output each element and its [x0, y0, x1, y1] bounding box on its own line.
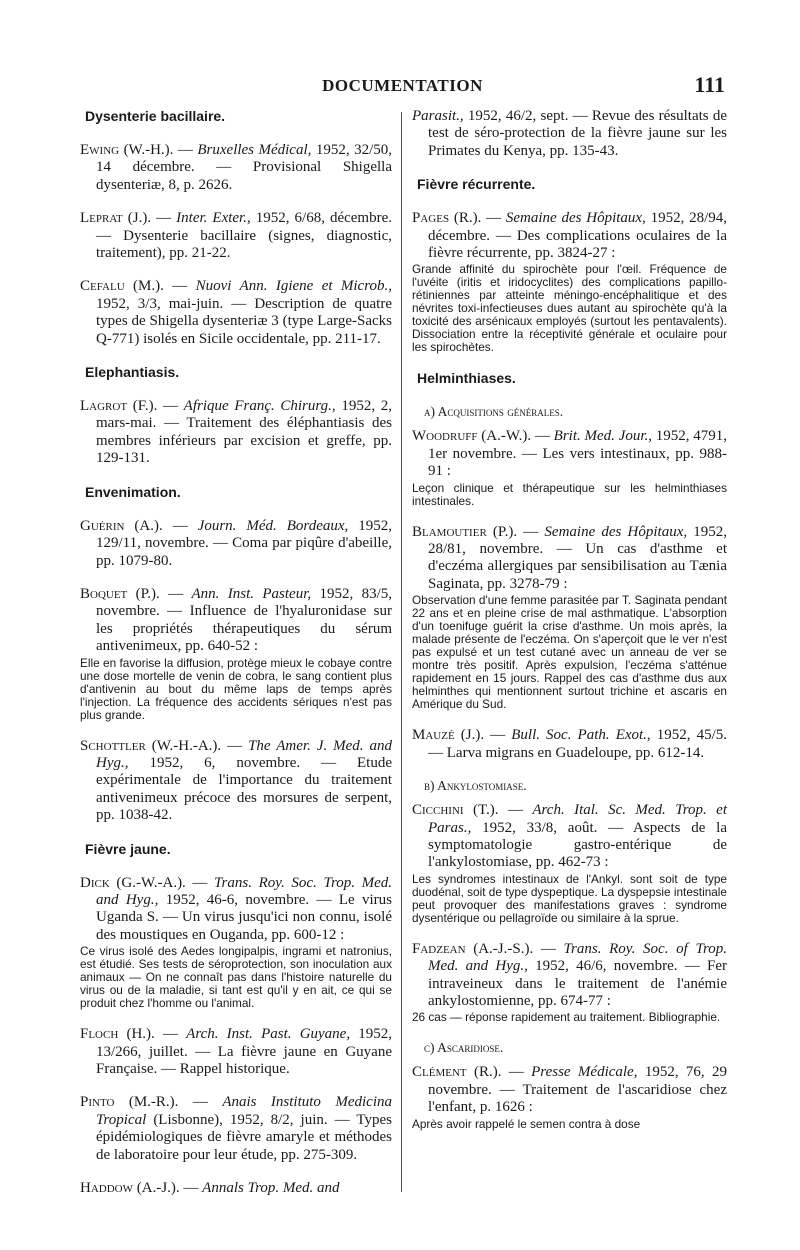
page-number: 111 [694, 72, 725, 97]
bibliography-entry: Floch (H.). — Arch. Inst. Past. Guyane, 1952, 13/266, juillet. — La fièvre jaune en Guyane Française. — Rappel historique. [80, 1026, 393, 1077]
entry-journal: Brit. Med. Jour., [553, 428, 652, 445]
section-heading: Helminthiases. [417, 370, 516, 387]
entry-abstract: Après avoir rappelé le semen contra à dose [412, 1116, 641, 1131]
bibliography-entry: Haddow (A.-J.). — Annals Trop. Med. and [80, 1180, 340, 1197]
bibliography-entry: Boquet (P.). — Ann. Inst. Pasteur, 1952, 83/5, novembre. — Influence de l'hyaluronidase sur les propriétés thérapeutiques du sérum antivenimeux, pp. 640-52 : Elle en favorise la diffusion, protège mieux le cobaye contre une dose mortelle de venin de cobra, le sang contient plus d'antivenin au bout du même laps de temps après l'injection. La fréquence des accidents sériques n'est pas plus grande. [80, 585, 393, 722]
entry-text: 1952, 6/68, décembre. — Dysenterie bacillaire (signes, diagnostic, traitement), pp. 21-22. [96, 210, 393, 262]
right-column [412, 108, 727, 1147]
entry-journal: The Amer. J. Med. and Hyg., [96, 737, 392, 771]
entry-author: Pinto (M.-R.). [80, 1094, 179, 1111]
entry-abstract: Grande affinité du spirochète pour l'œil. Fréquence de l'uvéite (iritis et iridocyclites) des complications papillo-rétiniennes par atteinte méningo-encéphalitique et des névrites toxi-infectieuses dues autant au spirochète qu'à la toxicité des arsénicaux employés (surtout les pentavalents). Dissociation entre la réceptivité générale et oculaire pour les spirochètes. [412, 262, 727, 355]
entry-text: 1952, 129/11, novembre. — Coma par piqûre d'abeille, pp. 1079-80. [96, 517, 392, 569]
bibliography-entry: Pages (R.). — Semaine des Hôpitaux, 1952, 28/94, décembre. — Des complications oculaires de la fièvre récurrente, pp. 3824-27 : Grande affinité du spirochète pour l'œil. Fréquence de l'uvéite (iritis et iridocyclites) des complications papillo-rétiniennes par atteinte méningo-encéphalitique et des névrites toxi-infectieuses dues autant au spirochète qu'à la toxicité des arsénicaux employés (surtout les pentavalents). Dissociation entre la réceptivité générale et oculaire pour les spirochètes. [412, 210, 728, 355]
entry-text: 1952, 76, 29 novembre. — Traitement de l'ascaridiose chez l'enfant, p. 1626 : [428, 1064, 728, 1116]
entry-author: Lagrot (F.). [80, 398, 158, 415]
entry-text: 1952, 45/5. — Larva migrans en Guadeloupe, pp. 612-14. [428, 727, 728, 761]
entry-text: 1952, 28/81, novembre. — Un cas d'asthme et d'eczéma allergiques par sensibilisation au Tænia Saginata, pp. 3278-79 : [428, 523, 728, 592]
subsection-heading: c) Ascaridiose. [424, 1040, 504, 1056]
entry-abstract: Observation d'une femme parasitée par T. Saginata pendant 22 ans et en pleine crise de mal asthmatique. L'absorption d'un toenifuge guérit la crise d'asthme. Un mois après, la malade présente de l'eczéma. On s'aperçoit que le ver n'est pas expulsé et un test cutané avec un anneau de ver se montre très positif. Après expulsion, l'eczéma s'atténue rapidement en 15 jours. Rappel des cas d'asthme dus aux helminthes qui mentionnent surtout trichine et ascaris en Amérique du Sud. [412, 593, 727, 712]
entry-journal: Trans. Roy. Soc. Trop. Med. and Hyg., [96, 874, 392, 908]
entry-journal: Journ. Méd. Bordeaux, [197, 517, 349, 534]
entry-author: Leprat (J.). [80, 210, 152, 227]
bibliography-entry: Pinto (M.-R.). — Anais Instituto Medicina Tropical (Lisbonne), 1952, 8/2, juin. — Types épidémiologiques de fièvre amaryle et méthodes de laboratoire pour leur étude, pp. 275-309. [80, 1094, 392, 1163]
section-heading: Fièvre récurrente. [417, 176, 536, 193]
bibliography-entry: Cefalu (M.). — Nuovi Ann. Igiene et Microb., 1952, 3/3, mai-juin. — Description de quatre types de Shigella dysenteriæ 3 (type Large-Sacks Q-771) isolés en Sicile occidentale, pp. 211-17. [80, 278, 392, 347]
entry-journal: Presse Médicale, [531, 1064, 638, 1081]
entry-author: Cefalu (M.). [80, 278, 164, 295]
entry-text: 1952, 33/8, août. — Aspects de la symptomatologie gastro-entérique de l'ankylostomiase, pp. 462-73 : [428, 819, 728, 871]
entry-journal: Semaine des Hôpitaux, [544, 523, 688, 540]
bibliography-entry: Mauzé (J.). — Bull. Soc. Path. Exot., 1952, 45/5. — Larva migrans en Guadeloupe, pp. 612-14. [412, 727, 728, 761]
entry-abstract: Les syndromes intestinaux de l'Ankyl. sont soit de type duodénal, soit de type dyspeptique. La dyspepsie intestinale peut provoquer des manifestations graves : syndrome dysentérique ou pellagroïde ou similaire à la sprue. [412, 871, 727, 925]
entry-journal: Ann. Inst. Pasteur, [191, 585, 312, 602]
bibliography-entry: Ewing (W.-H.). — Bruxelles Médical, 1952, 32/50, 14 décembre. — Provisional Shigella dysenteriæ, 8, p. 2626. [80, 142, 393, 193]
entry-journal: Bull. Soc. Path. Exot., [511, 727, 651, 744]
entry-journal: Inter. Exter., [176, 210, 251, 227]
section-heading: Fièvre jaune. [85, 840, 171, 857]
entry-author: Mauzé (J.). [412, 727, 485, 744]
bibliography-entry: Clément (R.). — Presse Médicale, 1952, 76, 29 novembre. — Traitement de l'ascaridiose chez l'enfant, p. 1626 : Après avoir rappelé le semen contra à dose [412, 1064, 728, 1131]
entry-text: 1952, 3/3, mai-juin. — Description de quatre types de Shigella dysenteriæ 3 (type Large-Sacks Q-771) isolés en Sicile occidentale, pp. 211-17. [96, 295, 392, 347]
entry-text: 1952, 2, mars-mai. — Traitement des éléphantiasis des membres inférieurs par excision et greffe, pp. 129-131. [96, 398, 393, 467]
entry-text: 1952, 6, novembre. — Etude expérimentale de l'importance du traitement antivenimeux précoce des morsures de serpent, pp. 1038-42. [96, 754, 393, 824]
entry-abstract: 26 cas — réponse rapidement au traitement. Bibliographie. [412, 1010, 721, 1025]
section-heading: Elephantiasis. [85, 364, 180, 381]
entry-text: 1952, 46/6, novembre. — Fer intraveineux dans le traitement de l'anémie ankylostomienne, pp. 674-77 : [428, 958, 728, 1009]
running-title: DOCUMENTATION [322, 76, 483, 95]
entry-text: 1952, 28/94, décembre. — Des complications oculaires de la fièvre récurrente, pp. 3824-27 : [428, 210, 728, 262]
bibliography-entry: Guérin (A.). — Journ. Méd. Bordeaux, 1952, 129/11, novembre. — Coma par piqûre d'abeille, pp. 1079-80. [80, 517, 392, 569]
entry-journal: Arch. Ital. Sc. Med. Trop. et Paras., [428, 802, 727, 836]
bibliography-entry: Cicchini (T.). — Arch. Ital. Sc. Med. Trop. et Paras., 1952, 33/8, août. — Aspects de la symptomatologie gastro-entérique de l'ankylostomiase, pp. 462-73 : Les syndromes intestinaux de l'Ankyl. sont soit de type duodénal, soit de type dyspeptique. La dyspepsie intestinale peut provoquer des manifestations graves : syndrome dysentérique ou pellagroïde ou similaire à la sprue. [412, 802, 728, 925]
entry-author: Clément (R.). [412, 1064, 502, 1081]
entry-author: Woodruff (A.-W.). [412, 428, 532, 445]
entry-text: 1952, 46/2, sept. — Revue des résultats de test de séro-protection de la fièvre jaune sur les Primates du Kenya, pp. 135-43. [428, 108, 728, 159]
entry-journal: Nuovi Ann. Igiene et Microb., [195, 278, 392, 295]
entry-author: Pages (R.). [412, 210, 482, 227]
entry-abstract: Elle en favorise la diffusion, protège mieux le cobaye contre une dose mortelle de venin de cobra, le sang contient plus d'antivenin au bout du même laps de temps après l'injection. La fréquence des accidents sériques n'est pas plus grande. [80, 655, 392, 722]
entry-journal: Trans. Roy. Soc. of Trop. Med. and Hyg., [428, 940, 727, 975]
entry-text: (Lisbonne), 1952, 8/2, juin. — Types épidémiologiques de fièvre amaryle et méthodes de laboratoire pour leur étude, pp. 275-309. [96, 1111, 392, 1163]
left-column [80, 108, 392, 1213]
entry-author: Ewing (W.-H.). [80, 142, 174, 158]
entry-author: Blamoutier (P.). [412, 523, 518, 540]
bibliography-entry: Woodruff (A.-W.). — Brit. Med. Jour., 1952, 4791, 1er novembre. — Les vers intestinaux, pp. 988-91 : Leçon clinique et thérapeutique sur les helminthiases intestinales. [412, 428, 728, 508]
subsection-heading: a) Acquisitions générales. [424, 404, 564, 420]
entry-journal: Afrique Franç. Chirurg., [183, 398, 336, 415]
bibliography-entry: Lagrot (F.). — Afrique Franç. Chirurg., 1952, 2, mars-mai. — Traitement des éléphantiasis des membres inférieurs par excision et greffe, pp. 129-131. [80, 398, 393, 467]
entry-abstract: Leçon clinique et thérapeutique sur les helminthiases intestinales. [412, 480, 727, 508]
section-heading: Envenimation. [85, 483, 181, 500]
entry-text: 1952, 13/266, juillet. — La fièvre jaune en Guyane Française. — Rappel historique. [96, 1026, 393, 1077]
entry-text: 1952, 4791, 1er novembre. — Les vers intestinaux, pp. 988-91 : [428, 428, 728, 480]
subsection-heading: b) Ankylostomiase. [424, 778, 527, 794]
section-heading: Dysenterie bacillaire. [85, 108, 226, 124]
bibliography-entry [412, 108, 727, 160]
entry-journal: Annals Trop. Med. and [202, 1180, 340, 1197]
entry-author: Dick (G.-W.-A.). [80, 874, 186, 891]
bibliography-entry: Blamoutier (P.). — Semaine des Hôpitaux, 1952, 28/81, novembre. — Un cas d'asthme et d'eczéma allergiques par sensibilisation au Tænia Saginata, pp. 3278-79 : Observation d'une femme parasitée par T. Saginata pendant 22 ans et en pleine crise de mal asthmatique. L'absorption d'un toenifuge guérit la crise d'asthme. Un mois après, la malade présente de l'eczéma. On s'aperçoit que le ver n'est pas expulsé et un test cutané avec un anneau de ver se montre très positif. Après expulsion, l'eczéma s'atténue rapidement en 15 jours. Rappel des cas d'asthme dus aux helminthes qui mentionnent surtout trichine et ascaris en Amérique du Sud. [412, 523, 728, 712]
entry-journal: Anais Instituto Medicina Tropical [96, 1094, 392, 1128]
entry-text: 1952, 32/50, 14 décembre. — Provisional Shigella dysenteriæ, 8, p. 2626. [96, 142, 393, 193]
bibliography-entry: Dick (G.-W.-A.). — Trans. Roy. Soc. Trop. Med. and Hyg., 1952, 46-6, novembre. — Le virus Uganda S. — Un virus jusqu'ici non connu, isolé des moustiques en Ouganda, pp. 600-12 : Ce virus isolé des Aedes longipalpis, ingrami et natronius, est étudié. Ses tests de séroprotection, son inoculation aux animaux — On ne connaît pas dans l'histoire naturelle du virus ou de la maladie, si tant est qu'il y en ait, ce qui se produit chez l'homme ou l'animal. [80, 874, 392, 1011]
column-divider [401, 112, 402, 1192]
entry-author: Cicchini (T.). [412, 802, 499, 819]
entry-author: Boquet (P.). [80, 585, 160, 602]
running-header [80, 72, 725, 102]
entry-journal: Parasit., [412, 108, 464, 124]
bibliography-entry: Fadzean (A.-J.-S.). — Trans. Roy. Soc. of Trop. Med. and Hyg., 1952, 46/6, novembre. — Fer intraveineux dans le traitement de l'anémie ankylostomienne, pp. 674-77 : 26 cas — réponse rapidement au traitement. Bibliographie. [412, 940, 728, 1025]
entry-abstract: Ce virus isolé des Aedes longipalpis, ingrami et natronius, est étudié. Ses tests de séroprotection, son inoculation aux animaux — On ne connaît pas dans l'histoire naturelle du virus ou de la maladie, si tant est qu'il y en ait, ce qui se produit chez l'homme ou l'animal. [80, 944, 392, 1011]
entry-journal: Semaine des Hôpitaux, [505, 210, 646, 227]
entry-author: Schottler (W.-H.-A.). [80, 737, 222, 754]
entry-text: 1952, 46-6, novembre. — Le virus Uganda S. — Un virus jusqu'ici non connu, isolé des moustiques en Ouganda, pp. 600-12 : [96, 891, 392, 943]
entry-author: Haddow (A.-J.). [80, 1180, 180, 1197]
entry-journal: Bruxelles Médical, [197, 142, 312, 158]
entry-author: Floch (H.). [80, 1026, 155, 1043]
entry-text: 1952, 83/5, novembre. — Influence de l'hyaluronidase sur les propriétés thérapeutiques du sérum antivenimeux, pp. 640-52 : [96, 585, 393, 655]
bibliography-entry: Schottler (W.-H.-A.). — The Amer. J. Med. and Hyg., 1952, 6, novembre. — Etude expérimentale de l'importance du traitement antivenimeux précoce des morsures de serpent, pp. 1038-42. [80, 737, 393, 824]
entry-author: Fadzean (A.-J.-S.). [412, 940, 534, 957]
bibliography-entry: Leprat (J.). — Inter. Exter., 1952, 6/68, décembre. — Dysenterie bacillaire (signes, diagnostic, traitement), pp. 21-22. [80, 210, 393, 262]
entry-journal: Arch. Inst. Past. Guyane, [186, 1026, 351, 1043]
entry-author: Guérin (A.). [80, 517, 163, 534]
